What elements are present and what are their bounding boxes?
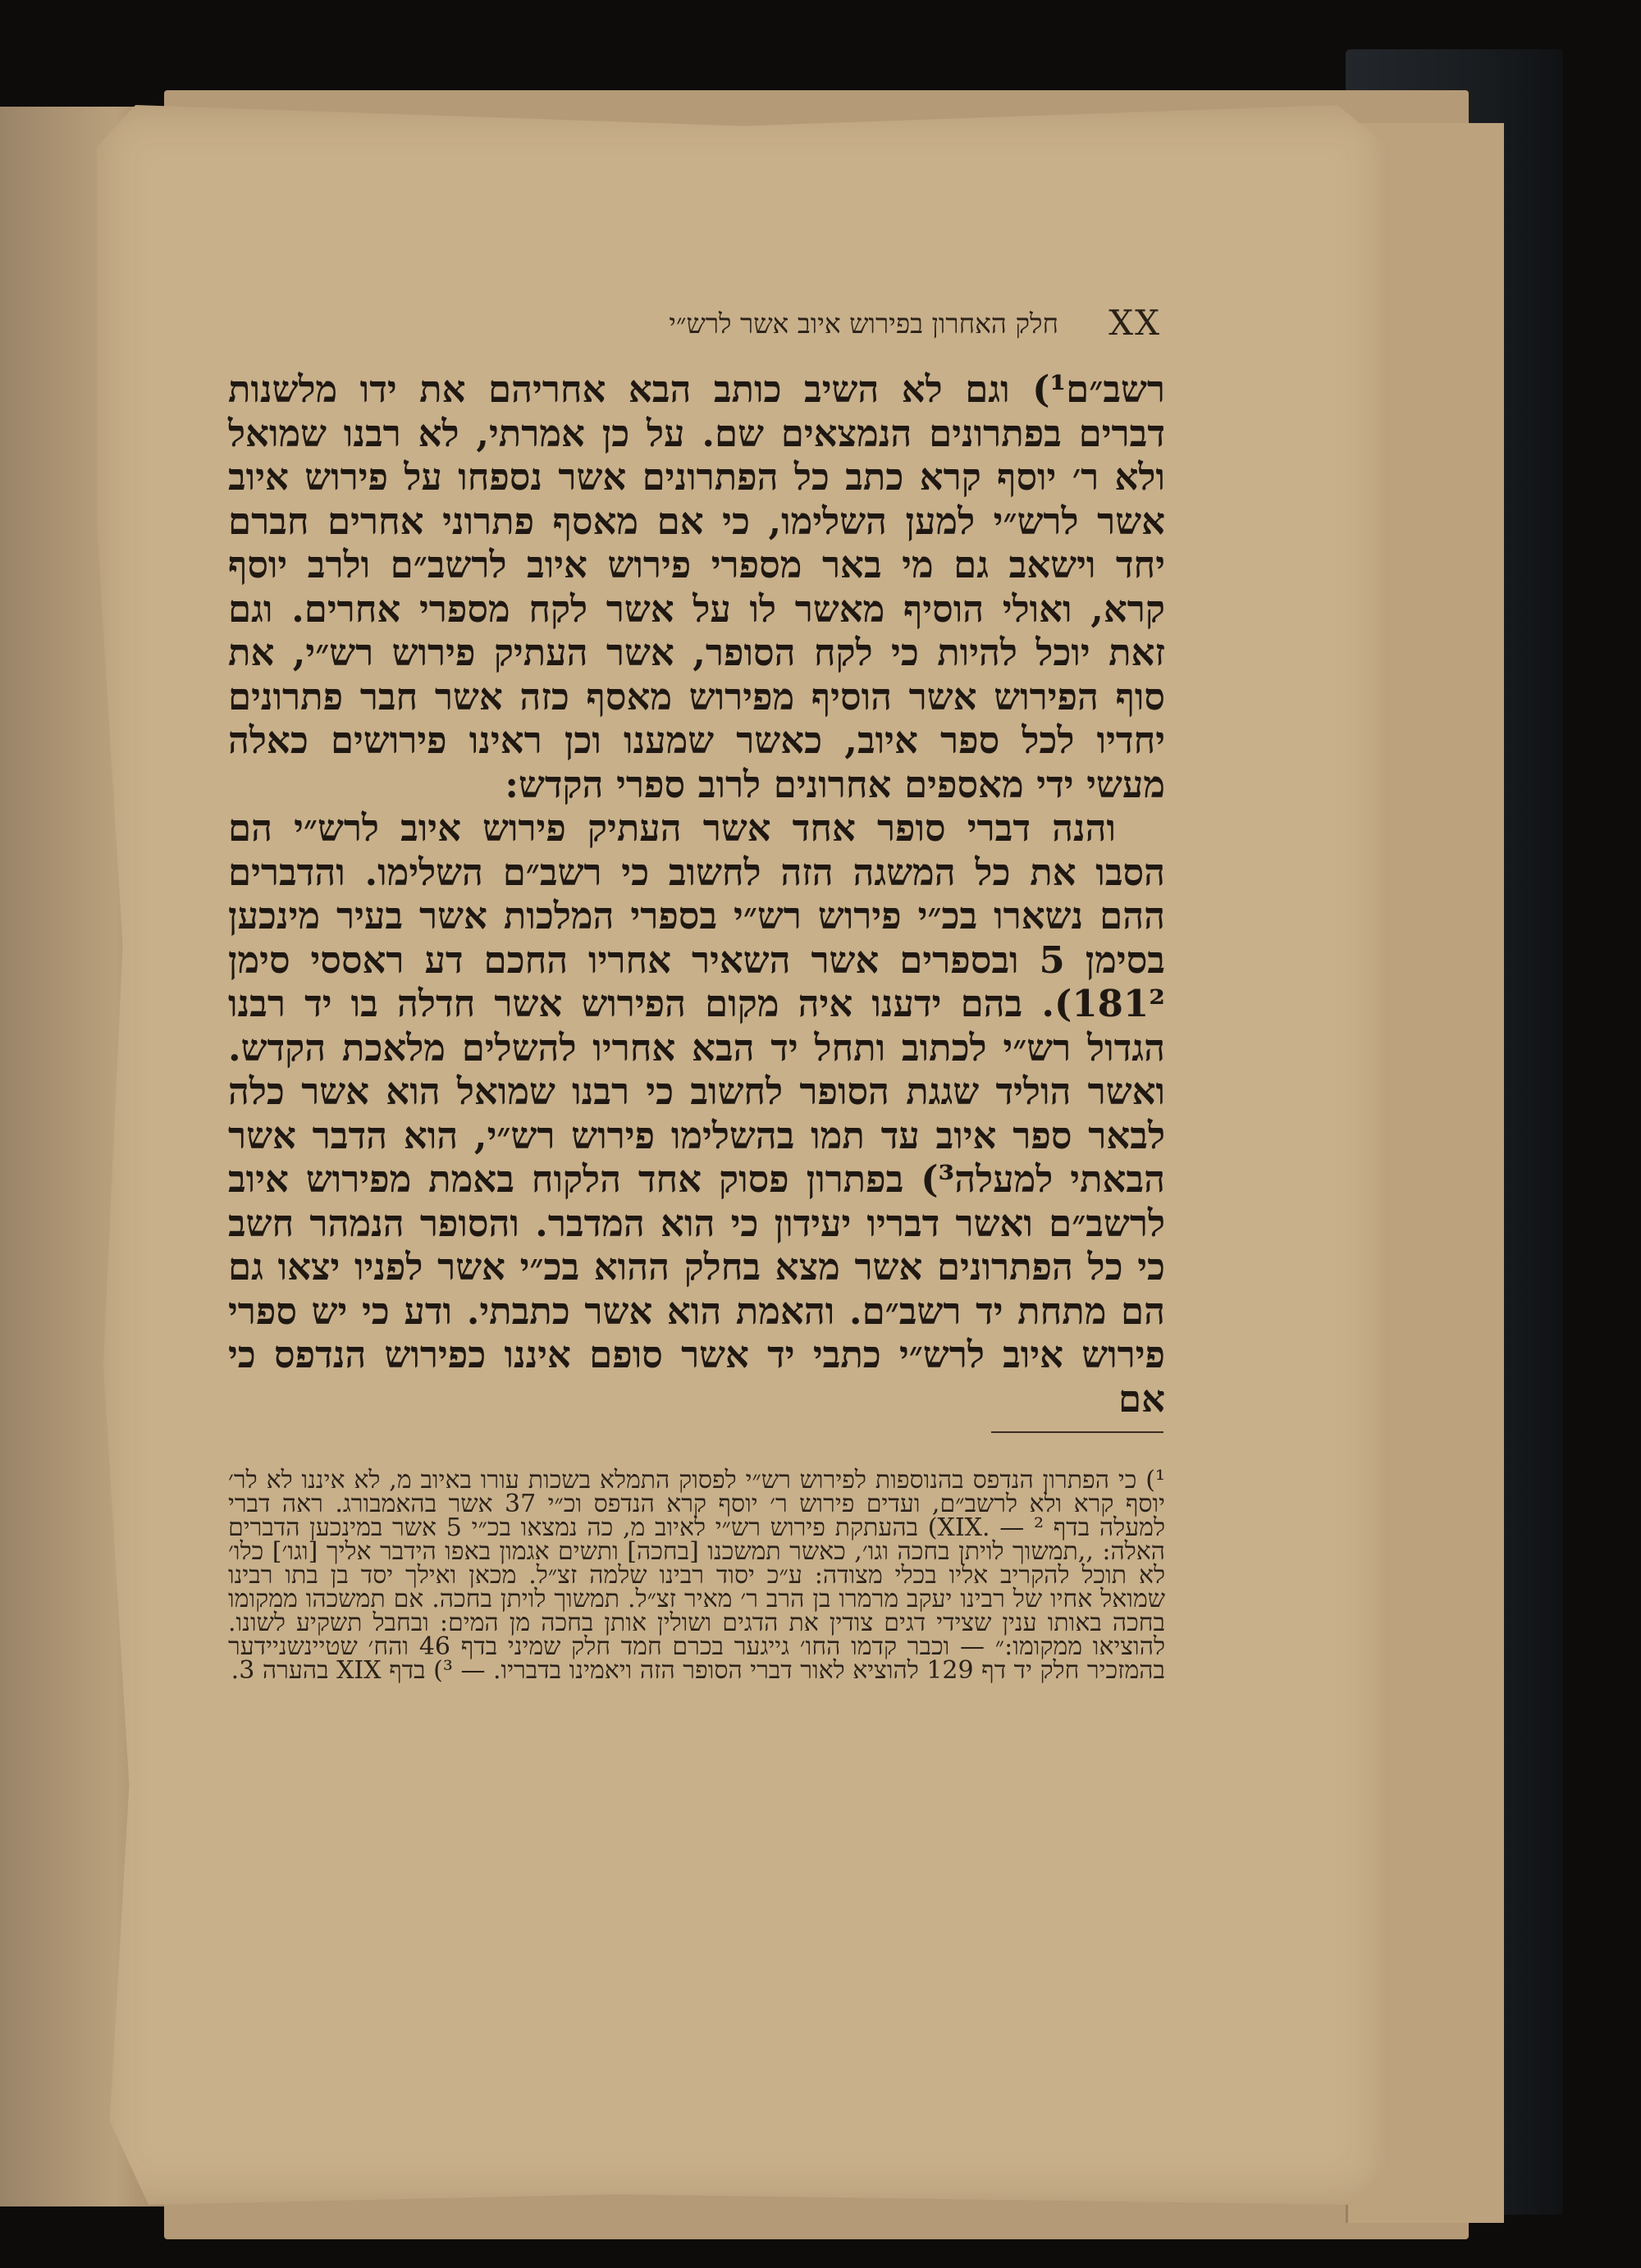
running-head: חלק האחרון בפירוש איוב אשר לרש״י xyxy=(669,308,1058,340)
footnotes xyxy=(228,1466,1165,1685)
paragraph: רשב״ם¹) וגם לא השיב כותב הבא אחריהם את ידו מלשנות דברים בפתרונים הנמצאים שם. על כן אמרתי, לא רבנו שמואל ולא ר׳ יוסף קרא כתב כל הפתרונים אשר נספחו על פירוש איוב אשר לרש״י למען השלימו, כי אם מאסף פתרוני אחרים חברם יחד וישאב גם מי באר מספרי פירוש איוב לרשב״ם ולרב יוסף קרא, ואולי הוסיף מאשר לו על אשר לקח מספרי אחרים. וגם זאת יוכל להיות כי לקח הסופר, אשר העתיק פירוש רש״י, את סוף הפירוש אשר הוסיף מפירוש מאסף כזה אשר חבר פתרונים יחדיו לכל ספר איוב, כאשר שמענו וכן ראינו פירושים כאלה מעשי ידי מאספים אחרונים לרוב ספרי הקדש: xyxy=(228,367,1165,806)
page-number: XX xyxy=(1108,303,1161,343)
main-text xyxy=(228,367,1165,1421)
footnote-text: ¹) כי הפתרון הנדפס בהנוספות לפירוש רש״י לפסוק התמלא בשכות עורו באיוב מ, לא איננו לא לר׳ יוסף קרא ולא לרשב״ם, ועדים פירוש ר׳ יוסף קרא הנדפס וכ״י 37 אשר בהאמבורג. ראה דברי למעלה בדף XIX. — ²) בהעתקת פירוש רש״י לאיוב מ, כה נמצאו בכ״י 5 אשר במינכען הדברים האלה: ,,תמשוך לויתן בחכה וגו׳, כאשר תמשכנו [בחכה] ותשים אגמון באפו הידבר אליך [וגו׳] כלו׳ לא תוכל להקריב אליו בכלי מצודה: ע״כ יסוד רבינו שלמה זצ״ל. מכאן ואילך יסד בן בתו רבינו שמואל אחיו של רבינו יעקב מרמרו בן הרב ר׳ מאיר זצ״ל. תמשוך לויתן בחכה. אם תמשכהו ממקומו בחכה באותו ענין שצידי דגים צודין את הדגים ושולין אותן בחכה מן המים: ובחבל תשקיע לשונו. להוציאו ממקומו:״ — וכבר קדמו החו׳ גייגער בכרם חמד חלק שמיני בדף 46 והח׳ שטיינשניידער בהמזכיר חלק יד דף 129 להוציא לאור דברי הסופר הזה ויאמינו בדבריו. — ³) בדף XIX בהערה 3. xyxy=(228,1466,1165,1685)
page-header xyxy=(455,303,1161,349)
footnote-divider xyxy=(991,1431,1163,1433)
paragraph: והנה דברי סופר אחד אשר העתיק פירוש איוב לרש״י הם הסבו את כל המשגה הזה לחשוב כי רשב״ם השלימו. והדברים ההם נשארו בכ״י פירוש רש״י בספרי המלכות אשר בעיר מינכען בסימן 5 ובספרים אשר השאיר אחריו החכם דע ראססי סימן 181²). בהם ידענו איה מקום הפירוש אשר חדלה בו יד רבנו הגדול רש״י לכתוב ותחל יד הבא אחריו להשלים מלאכת הקדש. ואשר הוליד שגגת הסופר לחשוב כי רבנו שמואל הוא אשר כלה לבאר ספר איוב עד תמו בהשלימו פירוש רש״י, הוא הדבר אשר הבאתי למעלה³) בפתרון פסוק אחד הלקוח באמת מפירוש איוב לרשב״ם ואשר דבריו יעידון כי הוא המדבר. והסופר הנמהר חשב כי כל הפתרונים אשר מצא בחלק ההוא בכ״י אשר לפניו יצאו גם הם מתחת יד רשב״ם. והאמת הוא אשר כתבתי. ודע כי יש ספרי פירוש איוב לרש״י כתבי יד אשר סופם איננו כפירוש הנדפס כי אם xyxy=(228,806,1166,1421)
